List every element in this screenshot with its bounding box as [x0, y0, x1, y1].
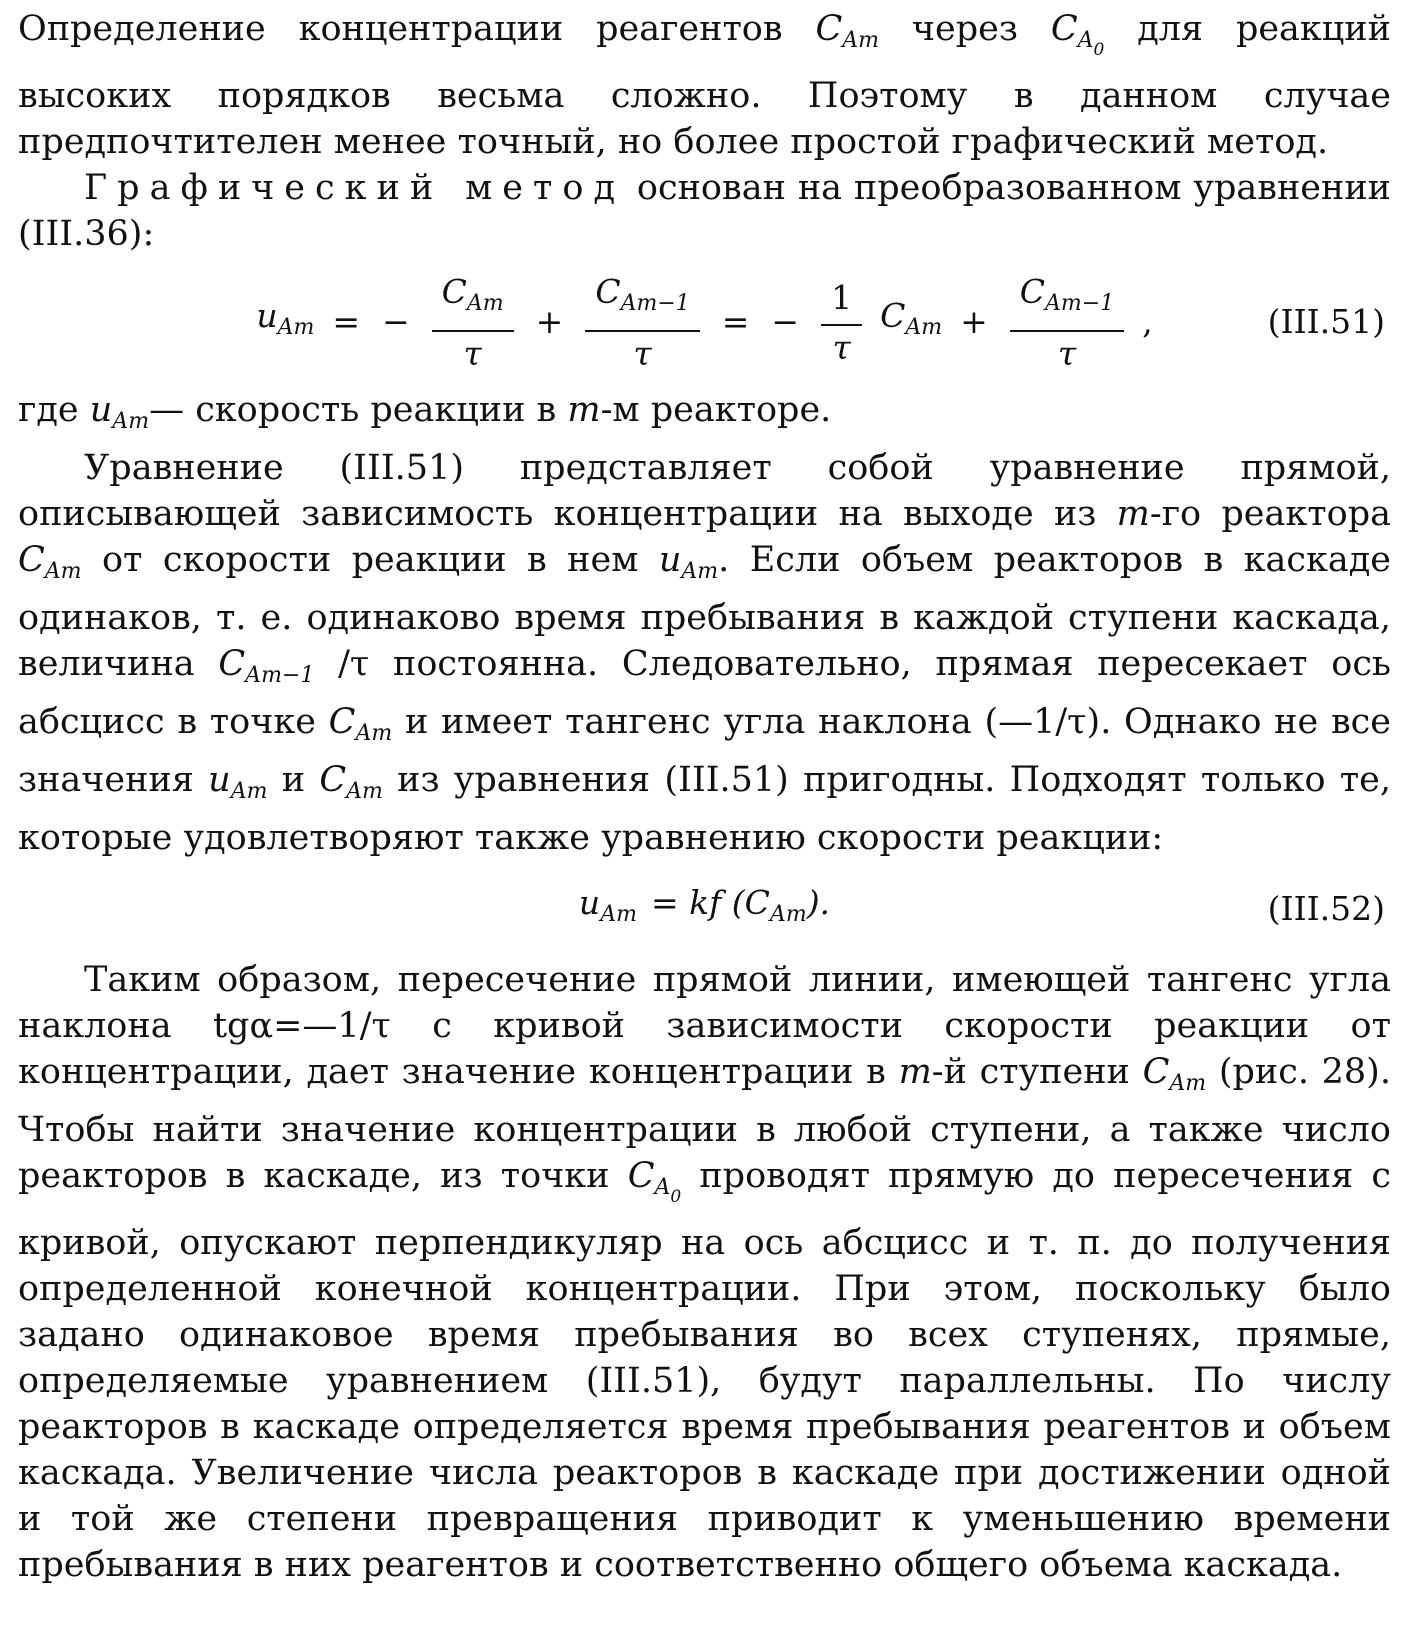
- equation-III-51: [18, 257, 1391, 387]
- text-run: через: [911, 9, 1018, 49]
- math-C-Am: $C_{Am}$: [880, 296, 943, 340]
- math-u-Am: $u_{Am}$: [658, 540, 719, 584]
- paragraph-graphic-method: [18, 165, 1391, 257]
- math-m: m: [567, 390, 601, 430]
- math-C-Am: $C_{Am}$: [328, 702, 393, 746]
- text-run: для реакций высоких порядков весьма сложно. Поэтому в данном случае предпочтителен менее точный, но более простой графический метод.: [18, 9, 1391, 162]
- equals-sign: =: [332, 302, 360, 341]
- equals-sign: =: [721, 302, 750, 341]
- rate-function: = kf $(C_{Am})$.: [650, 883, 831, 927]
- math-C-Am: $C_{Am}$: [815, 9, 880, 53]
- math-C-Am: $C_{Am}$: [1142, 1052, 1207, 1096]
- minus-sign: −: [382, 302, 410, 341]
- comma: ,: [1142, 302, 1153, 341]
- spaced-term: Графический метод: [84, 168, 625, 208]
- math-C-Am: $C_{Am}$: [18, 540, 82, 584]
- paragraph-intersection: Таким образом, пересечение прямой линии, имеющей тангенс угла наклона tgα=—1/τ с кривой зависимости скорости реакции от концентрации, дает значение концентрации в m-й ступени $C_{Am}$ (рис. 28). Чтобы найти значение концентрации в любой ступени, а также число реакторов в каскаде, из точки $C_{A_0}$ проводят прямую до пересечения с кривой, опускают перпендикуляр на ось абсцисс и т. п. до получения определенной конечной концентрации. При этом, поскольку было задано одинаковое время пребывания во всех ступенях, прямые, определяемые уравнением (III.51), будут параллельны. По числу реакторов в каскаде определяется время пребывания реагентов и объем каскада. Увеличение числа реакторов в каскаде при достижении одной и той же степени превращения приводит к уменьшению времени пребывания в них реагентов и соответственно общего объема каскада.: [18, 960, 1391, 1585]
- math-u-Am: $u_{Am}$: [256, 296, 315, 340]
- text-run: основан на преобразованном уравнении (III.36):: [18, 168, 1391, 254]
- equation-III-52: [18, 861, 1391, 957]
- math-C-Am: $C_{Am}$: [319, 760, 383, 804]
- math-u-Am: $u_{Am}$: [89, 390, 150, 434]
- math-m: m: [1116, 494, 1150, 534]
- equation-number: (III.51): [1267, 302, 1385, 341]
- fraction-CAm1-over-tau: $\frac{C_{Am-1}}{\tau}$: [1010, 270, 1124, 374]
- minus-sign: −: [771, 302, 800, 341]
- fraction-CAm1-over-tau: $\frac{C_{Am-1}}{\tau}$: [585, 270, 699, 374]
- math-m: m: [898, 1052, 932, 1092]
- paragraph-intro: [18, 6, 1391, 165]
- fraction-CAm-over-tau: $\frac{C_{Am}}{\tau}$: [432, 270, 514, 374]
- plus-sign: +: [960, 302, 988, 341]
- math-u-Am: $u_{Am}$: [208, 760, 268, 804]
- paragraph-line-equation: Уравнение (III.51) представляет собой уравнение прямой, описывающей зависимость концентрации на выходе из m-го реактора $C_{Am}$ от скорости реакции в нем $u_{Am}$. Если объем реакторов в каскаде одинаков, т. е. одинаково время пребывания в каждой ступени каскада, величина $C_{Am-1}$ /τ постоянна. Следовательно, прямая пересекает ось абсцисс в точке $C_{Am}$ и имеет тангенс угла наклона (—1/τ). Однако не все значения $u_{Am}$ и $C_{Am}$ из уравнения (III.51) пригодны. Подходят только те, которые удовлетворяют также уравнению скорости реакции:: [18, 448, 1391, 858]
- plus-sign: +: [535, 302, 564, 341]
- math-C-A0: $C_{A_0}$: [1050, 9, 1105, 60]
- math-C-Am1: $C_{Am-1}$: [218, 644, 315, 688]
- paragraph-where: где $u_{Am}—$ скорость реакции в m-м реакторе.: [18, 390, 832, 434]
- fraction-1-over-tau: $\frac{1}{\tau}$: [821, 276, 862, 368]
- math-u-Am: $u_{Am}$: [578, 883, 637, 927]
- math-C-A0: $C_{A_0}$: [627, 1156, 682, 1207]
- equation-number: (III.52): [1267, 889, 1385, 928]
- text-run: Определение концентрации реагентов: [18, 9, 783, 49]
